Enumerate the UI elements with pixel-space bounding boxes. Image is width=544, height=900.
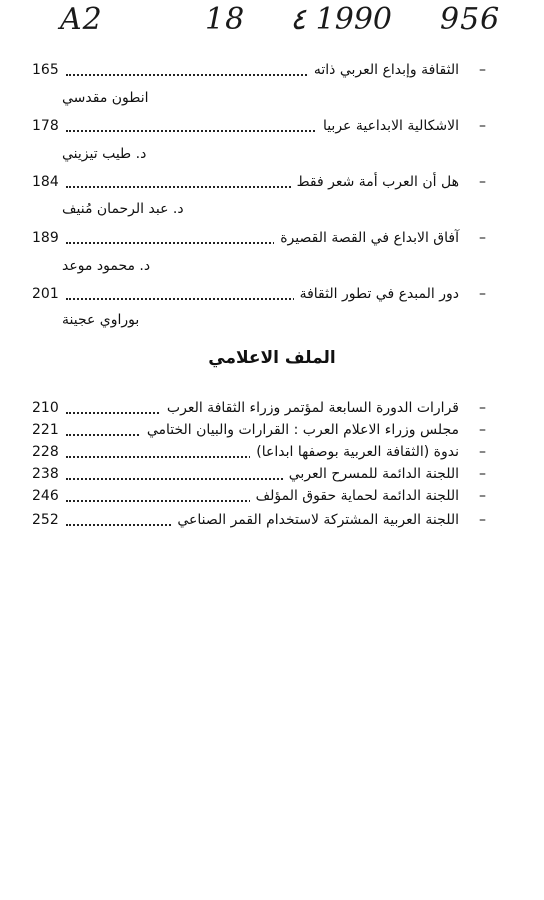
page-number: 189 [32, 230, 59, 246]
toc-entry [0, 174, 544, 198]
entry-author: د. عبد الرحمان مُنيف [62, 201, 184, 217]
entry-title: هل أن العرب أمة شعر فقط [291, 174, 459, 190]
toc-entry [0, 118, 544, 142]
toc-entry [0, 230, 544, 254]
page-number: 184 [32, 174, 59, 190]
page-number: 201 [32, 286, 59, 302]
entry-author: انطون مقدسي [62, 90, 149, 106]
list-dash: – [479, 400, 486, 416]
list-dash: – [479, 466, 486, 482]
page-number: 238 [32, 466, 59, 482]
toc-entry [0, 444, 544, 468]
toc-entry [0, 62, 544, 86]
toc-entry [0, 488, 544, 512]
handwritten-number: 956 [440, 2, 501, 37]
list-dash: – [479, 230, 486, 246]
list-dash: – [479, 444, 486, 460]
entry-title: دور المبدع في تطور الثقافة [294, 286, 459, 302]
entry-title: اللجنة العربية المشتركة لاستخدام القمر الصناعي [171, 512, 459, 528]
entry-title: الثقافة وإبداع العربي ذاته [308, 62, 459, 78]
toc-entry [0, 466, 544, 490]
toc-entry [0, 512, 544, 536]
page-number: 252 [32, 512, 59, 528]
section-heading: الملف الاعلامي [208, 348, 336, 368]
entry-author: د. طيب تيزيني [62, 146, 147, 162]
page-number: 228 [32, 444, 59, 460]
handwritten-code: A2 [60, 2, 103, 37]
page-number: 178 [32, 118, 59, 134]
toc-entry [0, 422, 544, 446]
list-dash: – [479, 488, 486, 504]
toc-entry [0, 286, 544, 310]
list-dash: – [479, 512, 486, 528]
page-number: 246 [32, 488, 59, 504]
list-dash: – [479, 174, 486, 190]
list-dash: – [479, 118, 486, 134]
handwritten-date: ٤ 1990 [290, 2, 393, 37]
list-dash: – [479, 422, 486, 438]
page-number: 210 [32, 400, 59, 416]
entry-title: آفاق الابداع في القصة القصيرة [274, 230, 459, 246]
toc-entry [0, 400, 544, 424]
list-dash: – [479, 286, 486, 302]
page-number: 221 [32, 422, 59, 438]
entry-title: مجلس وزراء الاعلام العرب : القرارات والبيان الختامي [141, 422, 459, 438]
entry-author: بوراوي عجينة [62, 312, 140, 328]
entry-title: اللجنة الدائمة للمسرح العربي [283, 466, 459, 482]
handwritten-day: 18 [205, 2, 246, 37]
entry-author: د. محمود موعد [62, 258, 151, 274]
entry-title: ندوة (الثقافة العربية بوصفها ابداعا) [250, 444, 459, 460]
page-number: 165 [32, 62, 59, 78]
list-dash: – [479, 62, 486, 78]
entry-title: قرارات الدورة السابعة لمؤتمر وزراء الثقافة العرب [161, 400, 459, 416]
entry-title: اللجنة الدائمة لحماية حقوق المؤلف [250, 488, 459, 504]
entry-title: الاشكالية الابداعية عربيا [317, 118, 459, 134]
